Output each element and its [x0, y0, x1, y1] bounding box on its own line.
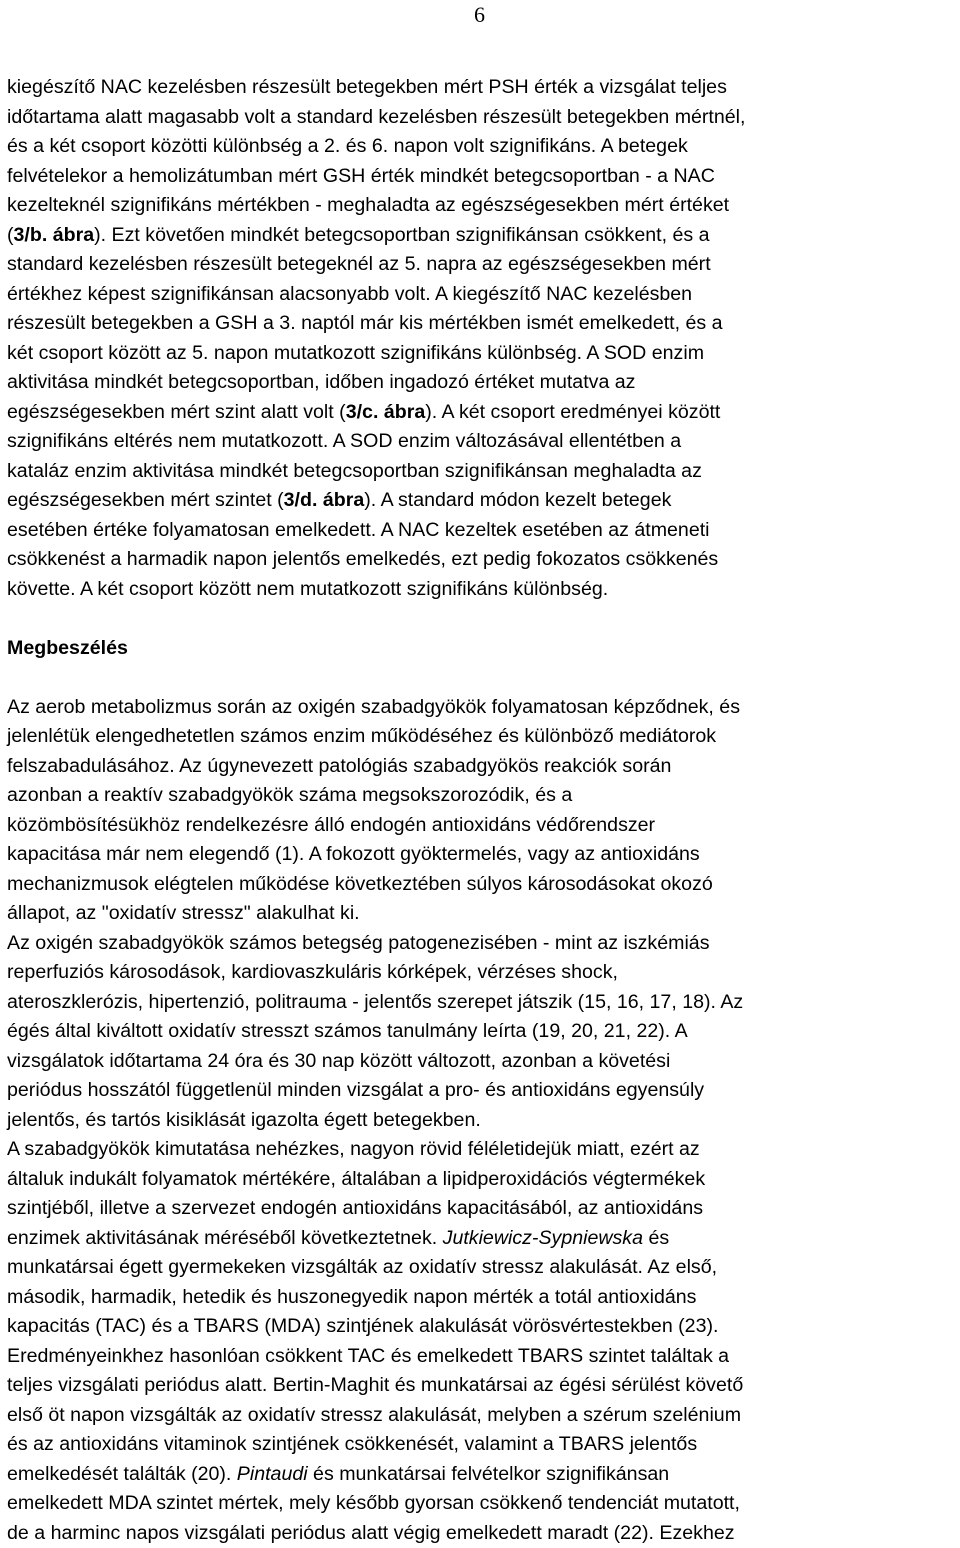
- text-line: reperfuziós károsodások, kardiovaszkuláris kórképek, vérzéses shock,: [7, 958, 957, 988]
- section-heading: Megbeszélés: [7, 634, 957, 664]
- author-name: Pintaudi: [237, 1463, 308, 1485]
- text-line: esetében értéke folyamatosan emelkedett. A NAC kezeltek esetében az átmeneti: [7, 516, 957, 546]
- spacer: [7, 663, 957, 693]
- results-paragraph: [7, 73, 957, 604]
- text-line: emelkedett MDA szintet mértek, mely később gyorsan csökkenő tendenciát mutatott,: [7, 1489, 957, 1519]
- text-line: általuk indukált folyamatok mértékére, általában a lipidperoxidációs végtermékek: [7, 1165, 957, 1195]
- text-line: részesült betegekben a GSH a 3. naptól már kis mértékben ismét emelkedett, és a: [7, 309, 957, 339]
- text-line: két csoport között az 5. napon mutatkozott szignifikáns különbség. A SOD enzim: [7, 339, 957, 369]
- text-line: állapot, az "oxidatív stressz" alakulhat ki.: [7, 899, 957, 929]
- text-line: és a két csoport közötti különbség a 2. és 6. napon volt szignifikáns. A betegek: [7, 132, 957, 162]
- text-segment: ). A standard módon kezelt betegek: [364, 489, 671, 511]
- text-segment: egészségesekben mért szint alatt volt (: [7, 401, 346, 423]
- text-line: aktivitása mindkét betegcsoportban, időben ingadozó értéket mutatva az: [7, 368, 957, 398]
- text-segment: ). A két csoport eredményei között: [425, 401, 720, 423]
- text-segment: (: [7, 224, 14, 246]
- text-line: [7, 398, 957, 428]
- text-line: periódus hosszától függetlenül minden vizsgálat a pro- és antioxidáns egyensúly: [7, 1076, 957, 1106]
- text-line: kapacitás (TAC) és a TBARS (MDA) szintjének alakulását vörösvértestekben (23).: [7, 1312, 957, 1342]
- text-line: teljes vizsgálati periódus alatt. Bertin-Maghit és munkatársai az égési sérülést követő: [7, 1371, 957, 1401]
- text-line: standard kezelésben részesült betegeknél az 5. napra az egészségesekben mért: [7, 250, 957, 280]
- figure-reference: 3/b. ábra: [14, 224, 95, 246]
- text-line: első öt napon vizsgálták az oxidatív stressz alakulását, melyben a szérum szelénium: [7, 1401, 957, 1431]
- text-line: értékhez képest szignifikánsan alacsonyabb volt. A kiegészítő NAC kezelésben: [7, 280, 957, 310]
- text-line: csökkenést a harmadik napon jelentős emelkedés, ezt pedig fokozatos csökkenés: [7, 545, 957, 575]
- text-segment: egészségesekben mért szintet (: [7, 489, 284, 511]
- text-line: munkatársai égett gyermekeken vizsgálták az oxidatív stressz alakulását. Az első,: [7, 1253, 957, 1283]
- text-line: jelenlétük elengedhetetlen számos enzim működéséhez és különböző mediátorok: [7, 722, 957, 752]
- text-line: Eredményeinkhez hasonlóan csökkent TAC és emelkedett TBARS szintet találtak a: [7, 1342, 957, 1372]
- text-line: időtartama alatt magasabb volt a standard kezelésben részesült betegekben mértnél,: [7, 103, 957, 133]
- text-segment: és munkatársai felvételkor szignifikánsan: [308, 1463, 670, 1485]
- text-line: második, harmadik, hetedik és huszonegyedik napon mérték a totál antioxidáns: [7, 1283, 957, 1313]
- discussion-paragraphs: [7, 693, 957, 1548]
- text-line: felszabadulásához. Az úgynevezett patológiás szabadgyökös reakciók során: [7, 752, 957, 782]
- text-line: A szabadgyökök kimutatása nehézkes, nagyon rövid féléletidejük miatt, ezért az: [7, 1135, 957, 1165]
- spacer: [7, 604, 957, 634]
- page-number: 6: [474, 2, 485, 28]
- text-line: de a harminc napos vizsgálati periódus alatt végig emelkedett maradt (22). Ezekhez: [7, 1519, 957, 1548]
- text-line: kapacitása már nem elegendő (1). A fokozott gyöktermelés, vagy az antioxidáns: [7, 840, 957, 870]
- text-segment: emelkedését találták (20).: [7, 1463, 237, 1485]
- text-segment: ). Ezt követően mindkét betegcsoportban szignifikánsan csökkent, és a: [94, 224, 709, 246]
- text-line: [7, 486, 957, 516]
- figure-reference: 3/d. ábra: [284, 489, 365, 511]
- text-line: vizsgálatok időtartama 24 óra és 30 nap között változott, azonban a követési: [7, 1047, 957, 1077]
- text-segment: enzimek aktivitásának méréséből következtetnek.: [7, 1227, 443, 1249]
- text-line: felvételekor a hemolizátumban mért GSH érték mindkét betegcsoportban - a NAC: [7, 162, 957, 192]
- text-line: követte. A két csoport között nem mutatkozott szignifikáns különbség.: [7, 575, 957, 605]
- text-line: ateroszklerózis, hipertenzió, politrauma - jelentős szerepet játszik (15, 16, 17, 18). Az: [7, 988, 957, 1018]
- text-line: mechanizmusok elégtelen működése következtében súlyos károsodásokat okozó: [7, 870, 957, 900]
- text-line: szignifikáns eltérés nem mutatkozott. A SOD enzim változásával ellentétben a: [7, 427, 957, 457]
- text-line: [7, 1224, 957, 1254]
- author-name: Jutkiewicz-Sypniewska: [443, 1227, 643, 1249]
- figure-reference: 3/c. ábra: [346, 401, 426, 423]
- text-line: [7, 1460, 957, 1490]
- text-line: jelentős, és tartós kisiklását igazolta égett betegekben.: [7, 1106, 957, 1136]
- text-line: kezelteknél szignifikáns mértékben - meghaladta az egészségesekben mért értéket: [7, 191, 957, 221]
- text-segment: és: [643, 1227, 669, 1249]
- text-line: azonban a reaktív szabadgyökök száma megsokszorozódik, és a: [7, 781, 957, 811]
- text-line: közömbösítésükhöz rendelkezésre álló endogén antioxidáns védőrendszer: [7, 811, 957, 841]
- text-line: kataláz enzim aktivitása mindkét betegcsoportban szignifikánsan meghaladta az: [7, 457, 957, 487]
- text-line: kiegészítő NAC kezelésben részesült betegekben mért PSH érték a vizsgálat teljes: [7, 73, 957, 103]
- text-line: [7, 221, 957, 251]
- text-line: szintjéből, illetve a szervezet endogén antioxidáns kapacitásából, az antioxidáns: [7, 1194, 957, 1224]
- text-line: Az aerob metabolizmus során az oxigén szabadgyökök folyamatosan képződnek, és: [7, 693, 957, 723]
- text-line: és az antioxidáns vitaminok szintjének csökkenését, valamint a TBARS jelentős: [7, 1430, 957, 1460]
- text-line: Az oxigén szabadgyökök számos betegség patogenezisében - mint az iszkémiás: [7, 929, 957, 959]
- document-body: [7, 73, 957, 1548]
- text-line: égés által kiváltott oxidatív stresszt számos tanulmány leírta (19, 20, 21, 22). A: [7, 1017, 957, 1047]
